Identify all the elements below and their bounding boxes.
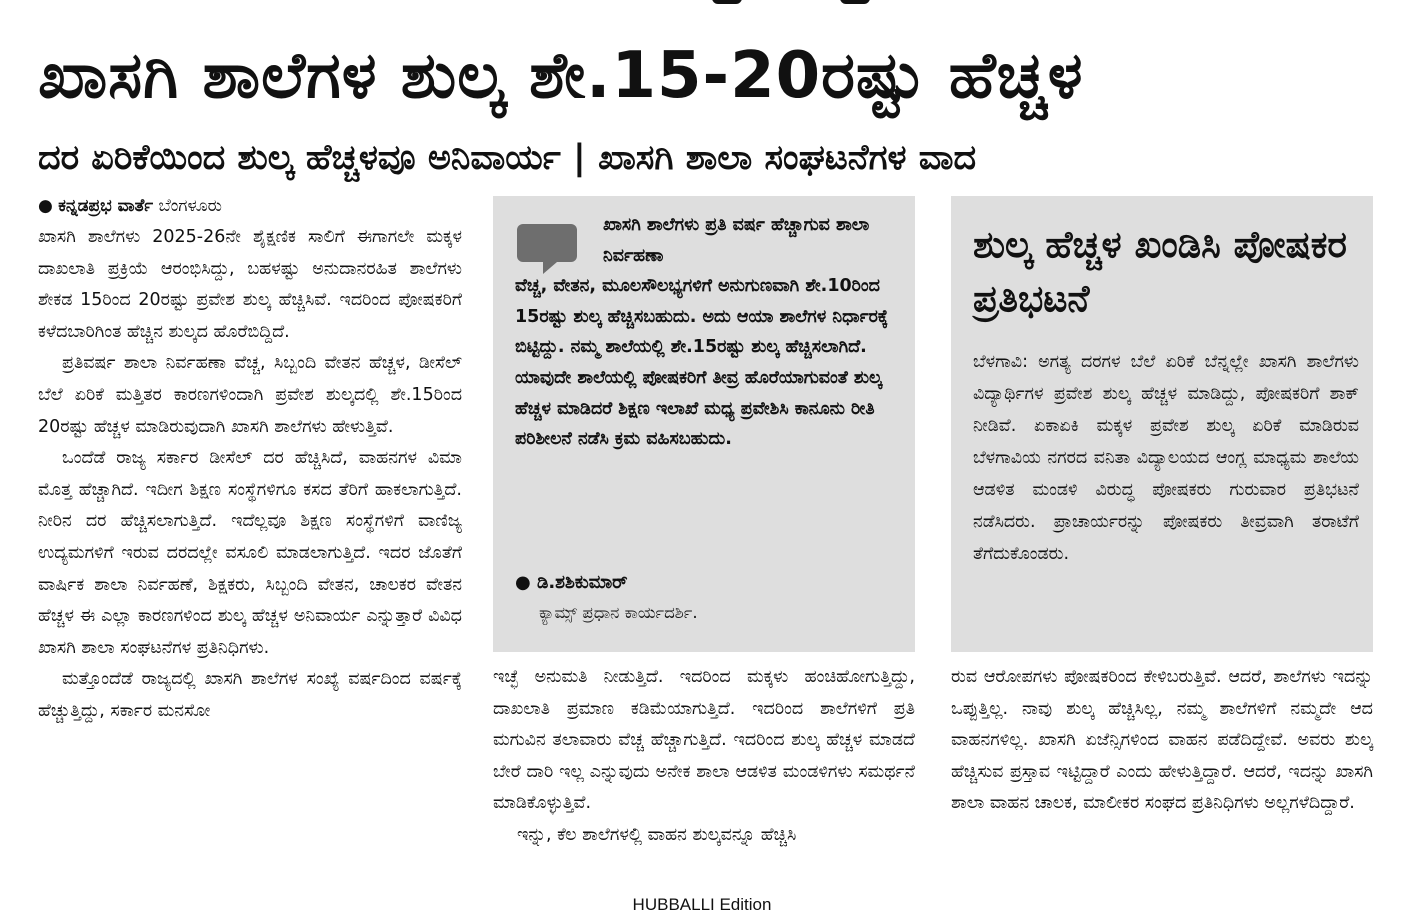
paragraph: ಖಾಸಗಿ ಶಾಲೆಗಳು 2025-26ನೇ ಶೈಕ್ಷಣಿಕ ಸಾಲಿಗೆ ಈಗಾಗಲೇ ಮಕ್ಕಳ ದಾಖಲಾತಿ ಪ್ರಕ್ರಿಯೆ ಆರಂಭಿಸಿದ್ದು, ಬಹಳಷ್ಟು ಅನುದಾನರಹಿತ ಶಾಲೆಗಳು ಶೇಕಡ 15ರಿಂದ 20ರಷ್ಟು ಪ್ರವೇಶ ಶುಲ್ಕ ಹೆಚ್ಚಿಸಿವೆ. ಇದರಿಂದ ಪೋಷಕರಿಗೆ ಕಳೆದಬಾರಿಗಿಂತ ಹೆಚ್ಚಿನ ಶುಲ್ಕದ ಹೊರೆಬಿದ್ದಿದೆ. [38,227,462,342]
side-story-title: ಶುಲ್ಕ ಹೆಚ್ಚಳ ಖಂಡಿಸಿ ಪೋಷಕರ ಪ್ರತಿಭಟನೆ [973,223,1347,320]
quote-author: ● ಡಿ.ಶಶಿಕುಮಾರ್ [515,572,628,593]
edition-footer: HUBBALLI Edition [632,895,772,914]
quote-author-role: ಕ್ಯಾಮ್ಸ್ ಪ್ರಧಾನ ಕಾರ್ಯದರ್ಶಿ. [539,603,698,622]
bullet-icon: ● [515,572,537,593]
paragraph: ಪ್ರತಿವರ್ಷ ಶಾಲಾ ನಿರ್ವಹಣಾ ವೆಚ್ಚ, ಸಿಬ್ಬಂದಿ ವೇತನ ಹೆಚ್ಚಳ, ಡೀಸೆಲ್ ಬೆಲೆ ಏರಿಕೆ ಮತ್ತಿತರ ಕಾರಣಗಳಿಂದಾಗಿ ಪ್ರವೇಶ ಶುಲ್ಕದಲ್ಲಿ ಶೇ.15ರಿಂದ 20ರಷ್ಟು ಹೆಚ್ಚಳ ಮಾಡಿರುವುದಾಗಿ ಖಾಸಗಿ ಶಾಲೆಗಳು ಹೇಳುತ್ತಿವೆ. [38,353,462,437]
paragraph: ಮತ್ತೊಂದೆಡೆ ರಾಜ್ಯದಲ್ಲಿ ಖಾಸಗಿ ಶಾಲೆಗಳ ಸಂಖ್ಯೆ ವರ್ಷದಿಂದ ವರ್ಷಕ್ಕೆ ಹೆಚ್ಚುತ್ತಿದ್ದು, ಸರ್ಕಾರ ಮನಸೋ [38,669,462,721]
quote-lead: ಖಾಸಗಿ ಶಾಲೆಗಳು ಪ್ರತಿ ವರ್ಷ ಹೆಚ್ಚಾಗುವ ಶಾಲಾ ನಿರ್ವಹಣಾ [603,215,870,266]
paragraph: ಇಚ್ಛೆ ಅನುಮತಿ ನೀಡುತ್ತಿದೆ. ಇದರಿಂದ ಮಕ್ಕಳು ಹಂಚಿಹೋಗುತ್ತಿದ್ದು, ದಾಖಲಾತಿ ಪ್ರಮಾಣ ಕಡಿಮೆಯಾಗುತ್ತಿದೆ. ಇದರಿಂದ ಶಾಲೆಗಳಿಗೆ ಪ್ರತಿ ಮಗುವಿನ ತಲಾವಾರು ವೆಚ್ಚ ಹೆಚ್ಚಾಗುತ್ತಿದೆ. ಇದರಿಂದ ಶುಲ್ಕ ಹೆಚ್ಚಳ ಮಾಡದೆ ಬೇರೆ ದಾರಿ ಇಲ್ಲ ಎನ್ನುವುದು ಅನೇಕ ಶಾಲಾ ಆಡಳಿತ ಮಂಡಳಿಗಳು ಸಮರ್ಥನೆ ಮಾಡಿಕೊಳ್ಳುತ್ತಿವೆ. [493,667,915,814]
page-subheadline: ದರ ಏರಿಕೆಯಿಂದ ಶುಲ್ಕ ಹೆಚ್ಚಳವೂ ಅನಿವಾರ್ಯ | ಖಾಸಗಿ ಶಾಲಾ ಸಂಘಟನೆಗಳ ವಾದ [38,138,977,178]
page-headline: ಖಾಸಗಿ ಶಾಲೆಗಳ ಶುಲ್ಕ ಶೇ.15-20ರಷ್ಟು ಹೆಚ್ಚಳ [38,39,1084,113]
paragraph: ಇನ್ನು, ಕೆಲ ಶಾಲೆಗಳಲ್ಲಿ ವಾಹನ ಶುಲ್ಕವನ್ನೂ ಹೆಚ್ಚಿಸಿ [517,824,797,845]
article-column-1 [38,194,462,728]
side-story-box [951,196,1373,652]
article-column-3 [951,662,1373,820]
article-column-2 [493,662,915,852]
paragraph: ರುವ ಆರೋಪಗಳು ಪೋಷಕರಿಂದ ಕೇಳಿಬರುತ್ತಿವೆ. ಆದರೆ, ಶಾಲೆಗಳು ಇದನ್ನು ಒಪ್ಪುತ್ತಿಲ್ಲ. ನಾವು ಶುಲ್ಕ ಹೆಚ್ಚಿಸಿಲ್ಲ, ನಮ್ಮ ಶಾಲೆಗಳಿಗೆ ನಮ್ಮದೇ ಆದ ವಾಹನಗಳಿಲ್ಲ. ಖಾಸಗಿ ಏಜೆನ್ಸಿಗಳಿಂದ ವಾಹನ ಪಡೆದಿದ್ದೇವೆ. ಅವರು ಶುಲ್ಕ ಹೆಚ್ಚಿಸುವ ಪ್ರಸ್ತಾವ ಇಟ್ಟಿದ್ದಾರೆ ಎಂದು ಹೇಳುತ್ತಿದ್ದಾರೆ. ಆದರೆ, ಇದನ್ನು ಖಾಸಗಿ ಶಾಲಾ ವಾಹನ ಚಾಲಕ, ಮಾಲೀಕರ ಸಂಘದ ಪ್ರತಿನಿಧಿಗಳು ಅಲ್ಲಗಳೆದಿದ್ದಾರೆ. [951,667,1373,814]
byline-source: ಕನ್ನಡಪ್ರಭ ವಾರ್ತೆ [58,196,154,216]
cropped-previous-text [0,0,1404,6]
quote-text [515,210,895,455]
bullet-icon: ● [38,196,53,216]
side-story-text: ಬೆಳಗಾವಿ: ಅಗತ್ಯ ದರಗಳ ಬೆಲೆ ಏರಿಕೆ ಬೆನ್ನಲ್ಲೇ ಖಾಸಗಿ ಶಾಲೆಗಳು ವಿದ್ಯಾರ್ಥಿಗಳ ಪ್ರವೇಶ ಶುಲ್ಕ ಹೆಚ್ಚಳ ಮಾಡಿದ್ದು, ಪೋಷಕರಿಗೆ ಶಾಕ್ ನೀಡಿವೆ. ಏಕಾಏಕಿ ಮಕ್ಕಳ ಪ್ರವೇಶ ಶುಲ್ಕ ಏರಿಕೆ ಮಾಡಿರುವ ಬೆಳಗಾವಿಯ ನಗರದ ವನಿತಾ ವಿದ್ಯಾಲಯದ ಆಂಗ್ಲ ಮಾಧ್ಯಮ ಶಾಲೆಯ ಆಡಳಿತ ಮಂಡಳಿ ವಿರುದ್ಧ ಪೋಷಕರು ಗುರುವಾರ ಪ್ರತಿಭಟನೆ ನಡೆಸಿದರು. ಪ್ರಾಚಾರ್ಯರನ್ನು ಪೋಷಕರು ತೀವ್ರವಾಗಿ ತರಾಟೆಗೆ ತೆಗೆದುಕೊಂಡರು. [973,352,1359,564]
quote-body: ವೆಚ್ಚ, ವೇತನ, ಮೂಲಸೌಲಭ್ಯಗಳಿಗೆ ಅನುಗುಣವಾಗಿ ಶೇ.10ರಿಂದ 15ರಷ್ಟು ಶುಲ್ಕ ಹೆಚ್ಚಿಸಬಹುದು. ಅದು ಆಯಾ ಶಾಲೆಗಳ ನಿರ್ಧಾರಕ್ಕೆ ಬಿಟ್ಟಿದ್ದು. ನಮ್ಮ ಶಾಲೆಯಲ್ಲಿ ಶೇ.15ರಷ್ಟು ಶುಲ್ಕ ಹೆಚ್ಚಿಸಲಾಗಿದೆ. ಯಾವುದೇ ಶಾಲೆಯಲ್ಲಿ ಪೋಷಕರಿಗೆ ತೀವ್ರ ಹೊರೆಯಾಗುವಂತೆ ಶುಲ್ಕ ಹೆಚ್ಚಳ ಮಾಡಿದರೆ ಶಿಕ್ಷಣ ಇಲಾಖೆ ಮಧ್ಯ ಪ್ರವೇಶಿಸಿ ಕಾನೂನು ರೀತಿ ಪರಿಶೀಲನೆ ನಡೆಸಿ ಕ್ರಮ ವಹಿಸಬಹುದು. [515,276,889,450]
byline [38,194,462,218]
quote-box [493,196,915,652]
paragraph: ಒಂದೆಡೆ ರಾಜ್ಯ ಸರ್ಕಾರ ಡೀಸೆಲ್ ದರ ಹೆಚ್ಚಿಸಿದೆ, ವಾಹನಗಳ ವಿಮಾ ಮೊತ್ತ ಹೆಚ್ಚಾಗಿದೆ. ಇದೀಗ ಶಿಕ್ಷಣ ಸಂಸ್ಥೆಗಳಿಗೂ ಕಸದ ತೆರಿಗೆ ಹಾಕಲಾಗುತ್ತಿದೆ. ನೀರಿನ ದರ ಹೆಚ್ಚಿಸಲಾಗುತ್ತಿದೆ. ಇದೆಲ್ಲವೂ ಶಿಕ್ಷಣ ಸಂಸ್ಥೆಗಳಿಗೆ ವಾಣಿಜ್ಯ ಉದ್ಯಮಗಳಿಗೆ ಇರುವ ದರದಲ್ಲೇ ವಸೂಲಿ ಮಾಡಲಾಗುತ್ತಿದೆ. ಇದರ ಜೊತೆಗೆ ವಾರ್ಷಿಕ ಶಾಲಾ ನಿರ್ವಹಣೆ, ಶಿಕ್ಷಕರು, ಸಿಬ್ಬಂದಿ ವೇತನ, ಚಾಲಕರ ವೇತನ ಹೆಚ್ಚಳ ಈ ಎಲ್ಲಾ ಕಾರಣಗಳಿಂದ ಶುಲ್ಕ ಹೆಚ್ಚಳ ಅನಿವಾರ್ಯ ಎನ್ನುತ್ತಾರೆ ವಿವಿಧ ಖಾಸಗಿ ಶಾಲಾ ಸಂಘಟನೆಗಳ ಪ್ರತಿನಿಧಿಗಳು. [38,448,462,658]
byline-place: ಬೆಂಗಳೂರು [158,196,222,216]
